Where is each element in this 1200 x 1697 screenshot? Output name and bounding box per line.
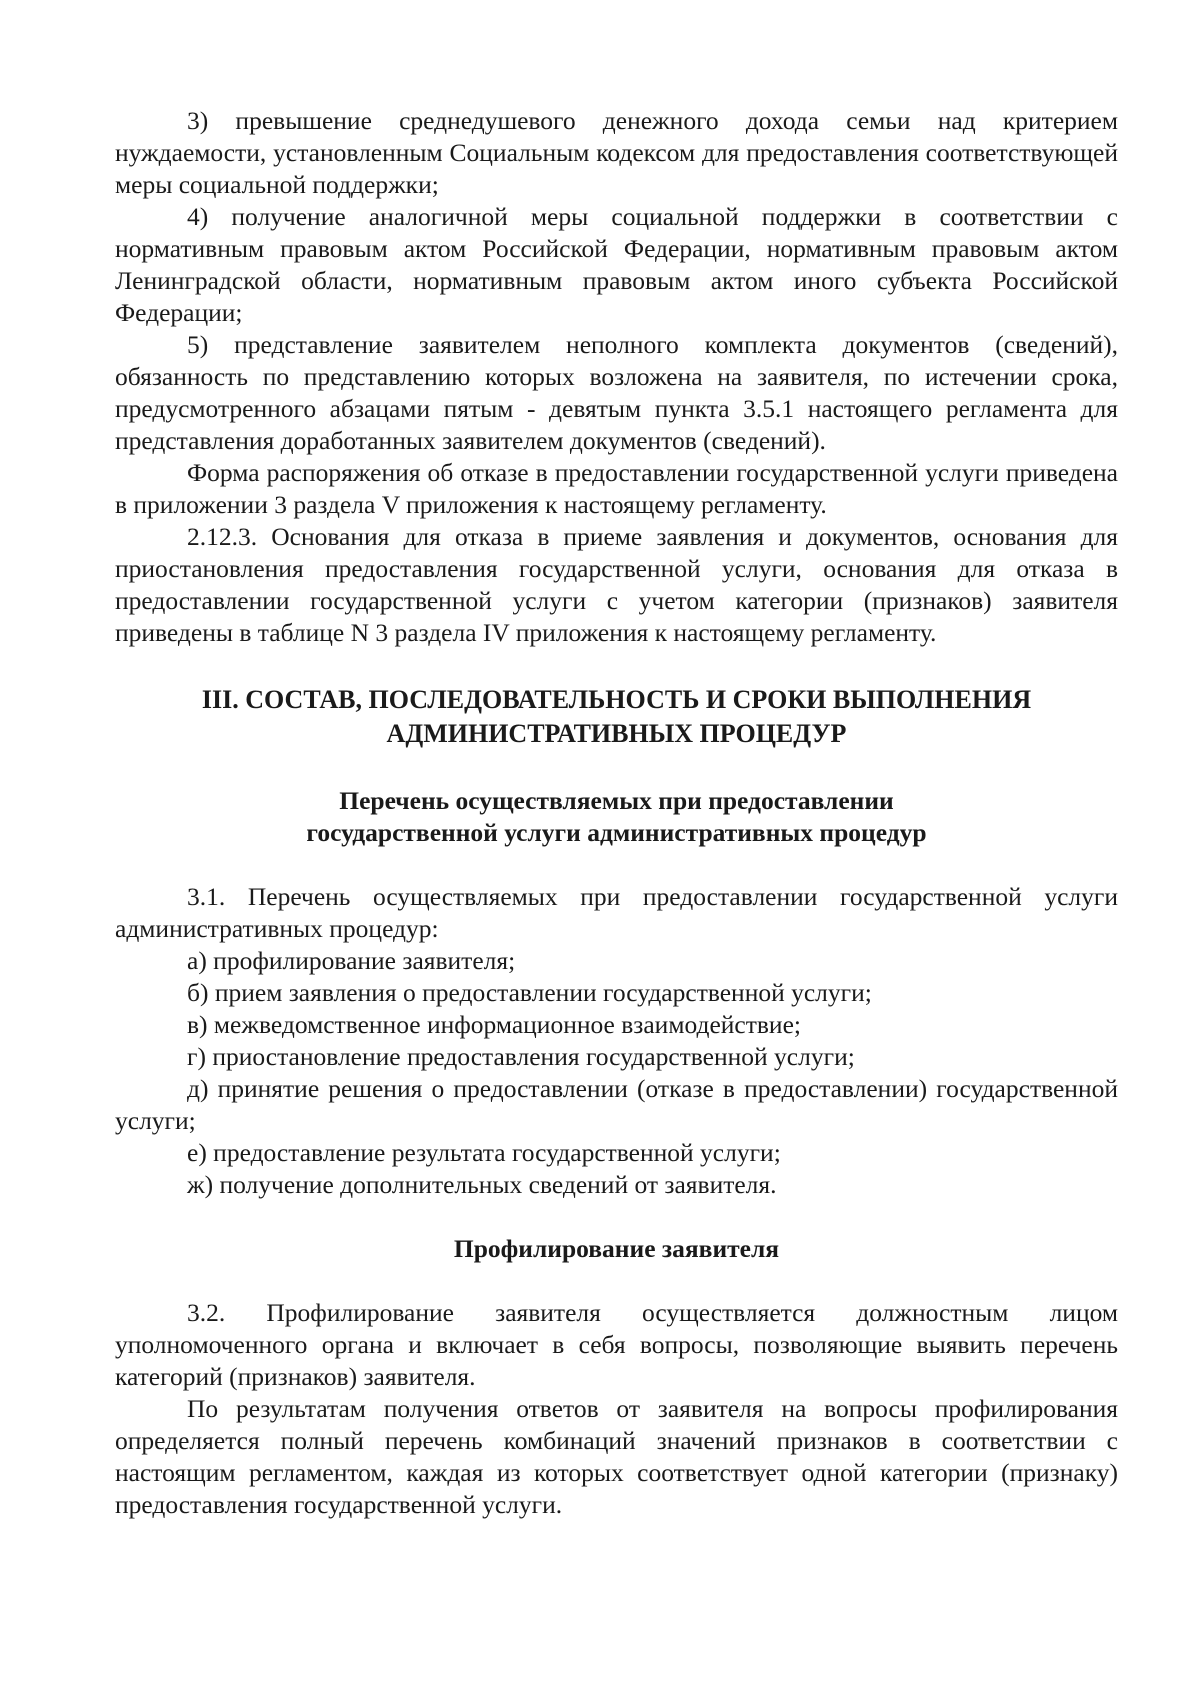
list-item: в) межведомственное информационное взаимодействие;: [187, 1010, 801, 1039]
list-item: г) приостановление предоставления государственной услуги;: [187, 1042, 855, 1071]
paragraph-item-4: 4) получение аналогичной меры социальной поддержки в соответствии с нормативным правовым актом Российской Федерации, нормативным правовым актом Ленинградской области, нормативным правовым актом иного субъекта Российской Федерации;: [115, 202, 1118, 327]
list-item: ж) получение дополнительных сведений от заявителя.: [187, 1170, 777, 1199]
subsection-heading-profiling: Профилирование заявителя: [453, 1234, 780, 1263]
paragraph-refusal-form: Форма распоряжения об отказе в предоставлении государственной услуги приведена в приложении 3 раздела V приложения к настоящему регламенту.: [115, 458, 1118, 519]
list-item: е) предоставление результата государственной услуги;: [187, 1138, 781, 1167]
paragraph-item-3: 3) превышение среднедушевого денежного дохода семьи над критерием нуждаемости, установленным Социальным кодексом для предоставления соответствующей меры социальной поддержки;: [115, 106, 1118, 199]
list-item: д) принятие решения о предоставлении (отказе в предоставлении) государственной услуги;: [115, 1074, 1118, 1135]
list-item: б) прием заявления о предоставлении государственной услуги;: [187, 978, 872, 1007]
document-page: [115, 105, 1118, 1521]
paragraph-profiling-results: По результатам получения ответов от заявителя на вопросы профилирования определяется полный перечень комбинаций значений признаков в соответствии с настоящим регламентом, каждая из которых соответствует одной категории (признаку) предоставления государственной услуги.: [115, 1394, 1118, 1519]
subsection-heading-line1: Перечень осуществляемых при предоставлении: [339, 786, 894, 815]
subsection-heading-line2: государственной услуги административных процедур: [306, 818, 927, 847]
subsection-heading-procedures: [115, 785, 1118, 849]
section-heading-line1: III. СОСТАВ, ПОСЛЕДОВАТЕЛЬНОСТЬ И СРОКИ ВЫПОЛНЕНИЯ: [201, 685, 1032, 714]
paragraph-item-5: 5) представление заявителем неполного комплекта документов (сведений), обязанность по представлению которых возложена на заявителя, по истечении срока, предусмотренного абзацами пятым - девятым пункта 3.5.1 настоящего регламента для представления доработанных заявителем документов (сведений).: [115, 330, 1118, 455]
list-item: а) профилирование заявителя;: [187, 946, 516, 975]
paragraph-3-1: 3.1. Перечень осуществляемых при предоставлении государственной услуги административных процедур:: [115, 882, 1118, 943]
section-heading: [115, 683, 1118, 751]
paragraph-3-2: 3.2. Профилирование заявителя осуществляется должностным лицом уполномоченного органа и включает в себя вопросы, позволяющие выявить перечень категорий (признаков) заявителя.: [115, 1298, 1118, 1391]
section-heading-line2: АДМИНИСТРАТИВНЫХ ПРОЦЕДУР: [386, 719, 847, 748]
paragraph-2-12-3: 2.12.3. Основания для отказа в приеме заявления и документов, основания для приостановления предоставления государственной услуги, основания для отказа в предоставлении государственной услуги с учетом категории (признаков) заявителя приведены в таблице N 3 раздела IV приложения к настоящему регламенту.: [115, 522, 1118, 647]
